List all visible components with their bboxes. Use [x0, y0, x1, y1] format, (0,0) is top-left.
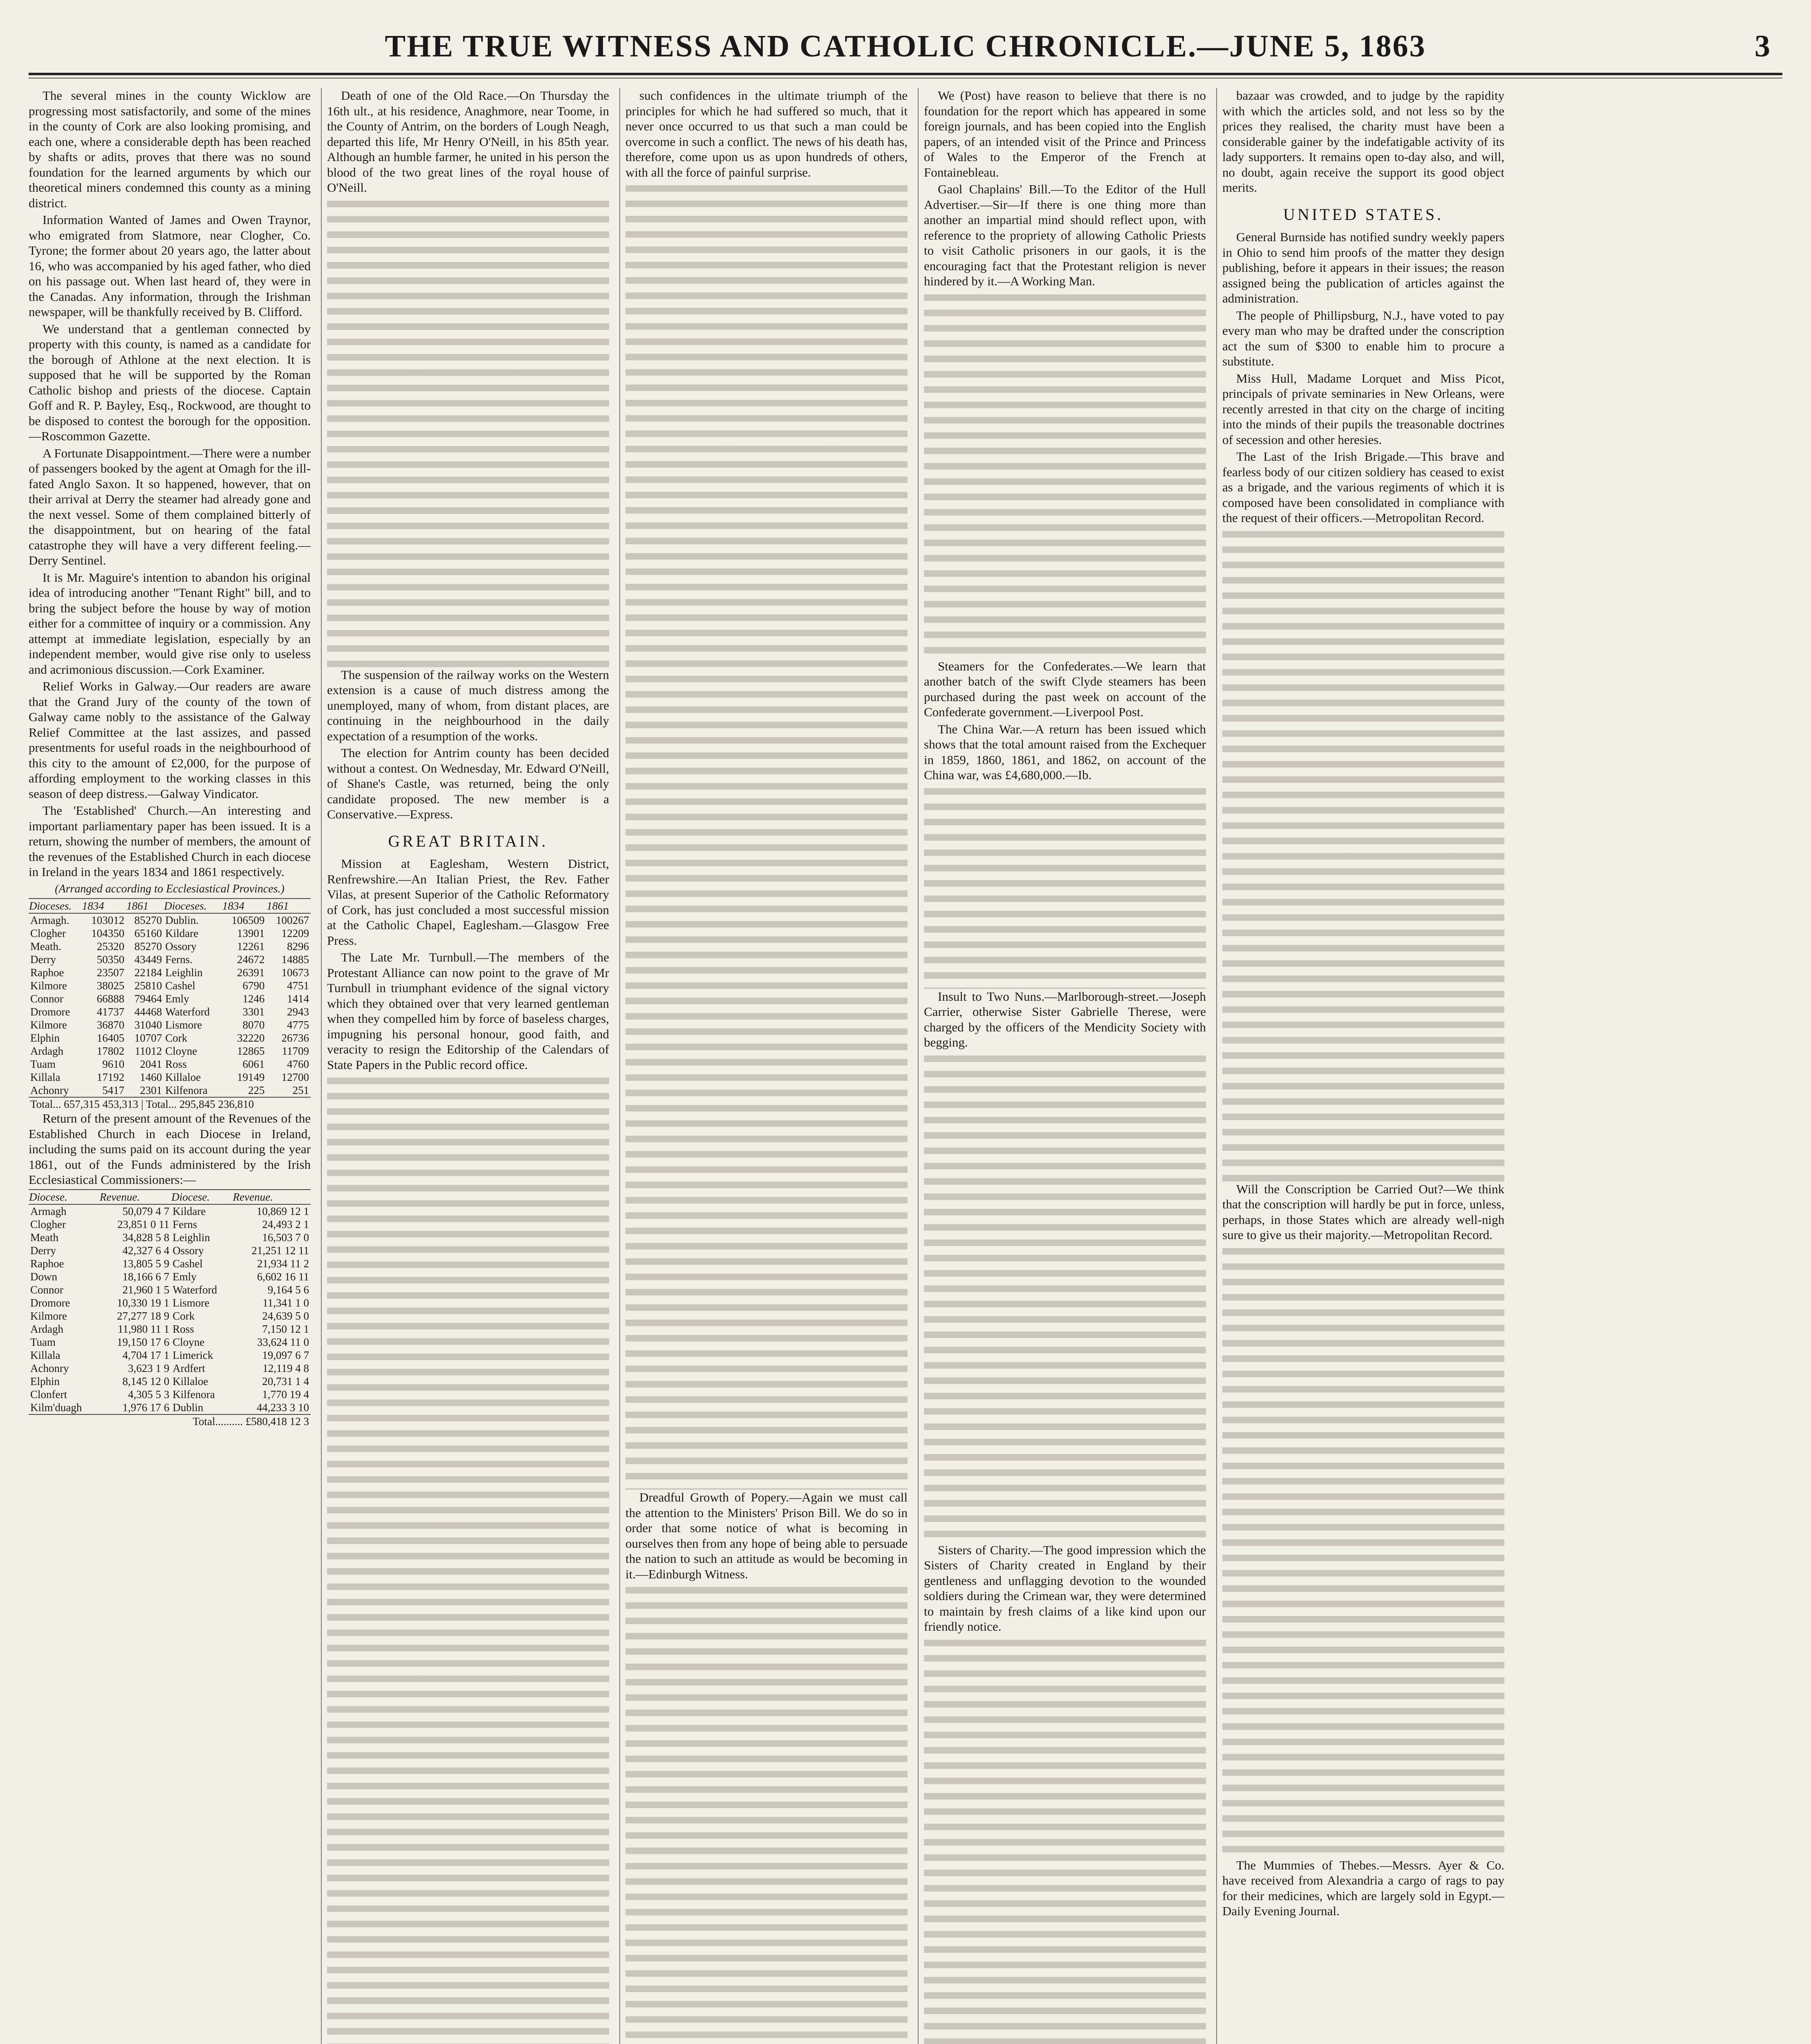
table-header: Revenue.: [233, 1190, 311, 1204]
table-cell: 44,233 3 10: [256, 1401, 309, 1414]
table-cell: 66888: [96, 993, 125, 1005]
members-table: [29, 898, 311, 1111]
text-block: [924, 1636, 1206, 2044]
table-cell: 8,145 12 0: [122, 1375, 170, 1387]
members-table-body: [29, 913, 311, 1097]
article-wicklow-mines: The several mines in the county Wicklow are progressing most satisfactorily, and some of the mines in the county of Cork are also looking promising, and each one, where a considerable depth has been reached by shafts or adits, proves that there was no sound foundation for the learned arguments by which our theoretical miners condemned this county as a mining district.: [29, 88, 311, 210]
table-row: [29, 1084, 311, 1097]
text-block: [924, 784, 1206, 989]
table-cell: 13,805 5 9: [122, 1257, 170, 1270]
table-cell: 33,624 11 0: [257, 1336, 309, 1348]
table-cell: Raphoe: [30, 1257, 64, 1270]
table-row: [29, 1296, 311, 1309]
article-revenues-return: Return of the present amount of the Revenues of the Established Church in each Diocese in Ireland, including the sums paid on its account during the year 1861, out of the Funds administered by the Irish Ecclesiastical Commissioners:—: [29, 1111, 311, 1187]
text-block: [327, 197, 609, 667]
table-cell: Killaloe: [165, 1071, 201, 1083]
table-cell: Clogher: [30, 1218, 66, 1230]
table-cell: 225: [248, 1084, 265, 1096]
table-cell: 10673: [281, 966, 309, 979]
table-cell: 4751: [287, 979, 309, 992]
table-cell: 13901: [237, 927, 265, 939]
table-cell: 25320: [96, 940, 125, 953]
table-cell: Ardfert: [173, 1362, 205, 1374]
table-row: [29, 913, 311, 927]
column-5: [1222, 88, 1504, 2044]
table-cell: Cloyne: [173, 1336, 205, 1348]
table-cell: 12261: [237, 940, 265, 953]
table-cell: 44468: [134, 1006, 162, 1018]
table-cell: 19,150 17 6: [117, 1336, 170, 1348]
table-cell: 6,602 16 11: [257, 1270, 309, 1283]
table-cell: Lismore: [173, 1296, 210, 1309]
table-cell: 2301: [140, 1084, 162, 1096]
article-fortunate-disappointment: A Fortunate Disappointment.—There were a number of passengers booked by the agent at Omagh for the ill-fated Anglo Saxon. It so happened, however, that on their arrival at Derry the steamer had already gone and the next vessel. Some of them complained bitterly of the disappointment, but on hearing of the fatal catastrophe they will have a very different feeling.—Derry Sentinel.: [29, 446, 311, 567]
table-header-row: [29, 1190, 311, 1204]
table-cell: Dromore: [30, 1006, 70, 1018]
table-cell: 26736: [281, 1032, 309, 1044]
table-cell: Killala: [30, 1349, 61, 1361]
article-insult-two-nuns: Insult to Two Nuns.—Marlborough-street.—Joseph Carrier, otherwise Sister Gabrielle Therese, were charged by the officers of the Mendicity Society with begging.: [924, 989, 1206, 1049]
table-cell: 85270: [134, 914, 162, 926]
table-row: [29, 1375, 311, 1388]
table-cell: 12209: [281, 927, 309, 939]
table-cell: 43449: [134, 953, 162, 966]
table-cell: 14885: [281, 953, 309, 966]
table-cell: 50,079 4 7: [122, 1205, 170, 1217]
table-cell: Killala: [30, 1071, 61, 1083]
table-cell: 23507: [96, 966, 125, 979]
table-cell: 24,639 5 0: [262, 1309, 309, 1322]
table-cell: 2041: [140, 1058, 162, 1070]
table-cell: 11,980 11 1: [118, 1322, 170, 1335]
table-cell: 106509: [231, 914, 265, 926]
article-china-war: The China War.—A return has been issued which shows that the total amount raised from the Exchequer in 1859, 1860, 1861, and 1862, on account of the China war, was £4,680,000.—Ib.: [924, 722, 1206, 782]
table-cell: 36870: [96, 1019, 125, 1031]
table-cell: 2943: [287, 1006, 309, 1018]
text-block: [625, 1583, 908, 2044]
article-irish-brigade: The Last of the Irish Brigade.—This brave and fearless body of our citizen soldiery has ceased to exist as a brigade, and the various regiments of which it is composed have been consolidated in compliance with the request of their officers.—Metropolitan Record.: [1222, 449, 1504, 525]
table-cell: Achonry: [30, 1362, 69, 1374]
table-cell: Connor: [30, 1283, 63, 1296]
article-growth-of-popery: Dreadful Growth of Popery.—Again we must call the attention to the Ministers' Prison Bill. We do so in order that some notice of what is becoming in ourselves then from any hope of being able to persuade the nation to such an attitude as would be becoming in it.—Edinburgh Witness.: [625, 1490, 908, 1581]
column-4: [924, 88, 1206, 2044]
table-cell: 4,704 17 1: [122, 1349, 170, 1361]
table-cell: Ross: [173, 1322, 194, 1335]
table-cell: 4760: [287, 1058, 309, 1070]
table-header-row: [29, 899, 311, 913]
table-cell: 1460: [140, 1071, 162, 1083]
table-cell: Ferns.: [165, 953, 193, 966]
table-cell: 31040: [134, 1019, 162, 1031]
table-row: [29, 1231, 311, 1244]
text-block: [924, 1052, 1206, 1542]
table-cell: Limerick: [173, 1349, 213, 1361]
table-cell: 16,503 7 0: [262, 1231, 309, 1244]
text-block: [1222, 1244, 1504, 1858]
table-cell: 1,976 17 6: [122, 1401, 170, 1414]
table-cell: 9,164 5 6: [267, 1283, 309, 1296]
table-row: [29, 1044, 311, 1058]
table-row: [29, 992, 311, 1005]
masthead: [29, 24, 1782, 75]
table-cell: 24672: [237, 953, 265, 966]
table-cell: 23,851 0 11: [117, 1218, 170, 1230]
table-cell: 11012: [134, 1045, 162, 1057]
table-cell: Leighlin: [173, 1231, 210, 1244]
table-cell: Elphin: [30, 1032, 60, 1044]
column-2: [327, 88, 609, 2044]
article-bazaar: bazaar was crowded, and to judge by the rapidity with which the articles sold, and not less so by the prices they realised, the charity must have been a considerable gainer by the indefatigable activity of its lady supporters. It remains open to-day also, and will, no doubt, again receive the support its good object merits.: [1222, 88, 1504, 195]
table-cell: 17802: [96, 1045, 125, 1057]
table-cell: 11709: [282, 1045, 309, 1057]
table-cell: 79464: [134, 993, 162, 1005]
table-cell: 34,828 5 8: [122, 1231, 170, 1244]
text-block: [327, 1074, 609, 2044]
article-mummies-of-thebes: The Mummies of Thebes.—Messrs. Ayer & Co. have received from Alexandria a cargo of rags to pay for their medicines, which are largely sold in Egypt.—Daily Evening Journal.: [1222, 1858, 1504, 1918]
column-3: [625, 88, 908, 2044]
section-heading-great-britain: GREAT BRITAIN.: [388, 831, 548, 850]
table-cell: 20,731 1 4: [262, 1375, 309, 1387]
revenue-total: Total.......... £580,418 12 3: [29, 1414, 311, 1428]
table-cell: Kildare: [165, 927, 199, 939]
table-cell: 104350: [91, 927, 125, 939]
table-row: [29, 1218, 311, 1231]
table-cell: 12865: [237, 1045, 265, 1057]
article-tenant-right: It is Mr. Maguire's intention to abandon his original idea of introducing another "Tenant Right" bill, and to bring the subject before the house by way of motion either for a committee of inquiry or a commission. Any attempt at immediate legislation, especially by an independent member, would give rise only to useless and acrimonious discussion.—Cork Examiner.: [29, 570, 311, 677]
table-row: [29, 1071, 311, 1084]
table-cell: 6061: [242, 1058, 265, 1070]
table-cell: Armagh.: [30, 914, 69, 926]
table-cell: Kilm'duagh: [30, 1401, 82, 1414]
table-cell: Lismore: [165, 1019, 202, 1031]
article-eaglesham-mission: Mission at Eaglesham, Western District, Renfrewshire.—An Italian Priest, the Rev. Father Vilas, at present Superior of the Catholic Reformatory of Cork, has just concluded a most successful mission at the Catholic Chapel, Eaglesham.—Glasgow Free Press.: [327, 856, 609, 948]
text-block: [625, 182, 908, 1490]
table-cell: 17192: [96, 1071, 125, 1083]
article-turnbull-continued: such confidences in the ultimate triumph of the principles for which he had suffered so much, that it never once occurred to us that such a man could be overcome in such a conflict. The news of his death has, therefore, come upon us as upon hundreds of others, with all the force of painful surprise.: [625, 88, 908, 179]
table-cell: Kilfenora: [165, 1084, 208, 1096]
table-cell: 10707: [134, 1032, 162, 1044]
table-row: [29, 1257, 311, 1270]
table-cell: 25810: [134, 979, 162, 992]
text-block: [1222, 527, 1504, 1181]
table-cell: 8296: [287, 940, 309, 953]
table-cell: 6790: [242, 979, 265, 992]
table-cell: Dublin: [173, 1401, 204, 1414]
article-athlone-candidate: We understand that a gentleman connected by property with this county, is named as a candidate for the borough of Athlone at the next election. It is supposed that he will be supported by the Roman Catholic bishop and priests of the diocese. Captain Goff and R. P. Bayley, Esq., Rockwood, are thought to be disposed to contest the borough for the opposition.—Roscommon Gazette.: [29, 321, 311, 443]
table-row: [29, 1031, 311, 1044]
table-cell: Derry: [30, 953, 56, 966]
table-row: [29, 1322, 311, 1336]
article-phillipsburg: The people of Phillipsburg, N.J., have voted to pay every man who may be drafted under the conscription act the sum of $300 to enable him to procure a substitute.: [1222, 308, 1504, 368]
table-cell: Dublin.: [165, 914, 199, 926]
article-established-church: The 'Established' Church.—An interesting and important parliamentary paper has been issued. It is a return, showing the number of members, the amount of the revenues of the Established Church in each diocese in Ireland in the years 1834 and 1861 respectively.: [29, 803, 311, 879]
section-heading-united-states: UNITED STATES.: [1283, 205, 1443, 224]
table-cell: 24,493 2 1: [262, 1218, 309, 1230]
table-cell: Ross: [165, 1058, 187, 1070]
table-cell: Dromore: [30, 1296, 70, 1309]
table-cell: 10,330 19 1: [117, 1296, 170, 1309]
article-railway-suspension: The suspension of the railway works on the Western extension is a cause of much distress among the unemployed, many of whom, from distant places, are continuing in the neighbourhood in the daily expectation of a resumption of the works.: [327, 667, 609, 743]
table-cell: 42,327 6 4: [122, 1244, 170, 1257]
table-row: [29, 1388, 311, 1401]
table-total: Total... 657,315 453,313 | Total... 295,845 236,810: [29, 1097, 311, 1111]
page-number: 3: [1755, 29, 1770, 63]
article-conscription: Will the Conscription be Carried Out?—We think that the conscription will hardly be put in force, unless, perhaps, in those States which are already well-nigh sure to give us their majority.—Metropolitan Record.: [1222, 1181, 1504, 1242]
table-cell: Ossory: [173, 1244, 204, 1257]
table-row: [29, 1058, 311, 1071]
table-cell: Waterford: [173, 1283, 217, 1296]
table-header: Dioceses.: [29, 899, 82, 913]
article-royal-visit: We (Post) have reason to believe that there is no foundation for the report which has appeared in some foreign journals, and has been copied into the English papers, of an intended visit of the Prince and Princess of Wales to the Emperor of the French at Fontainebleau.: [924, 88, 1206, 179]
article-death-old-race: Death of one of the Old Race.—On Thursday the 16th ult., at his residence, Anaghmore, near Toome, in the County of Antrim, on the borders of Lough Neagh, departed this life, Mr Henry O'Neill, in his 85th year. Although an humble farmer, he united in his person the blood of the two great lines of the royal house of O'Neill.: [327, 88, 609, 195]
table-row: [29, 1005, 311, 1018]
table-row: [29, 1018, 311, 1031]
table-cell: 12700: [281, 1071, 309, 1083]
table-header: Diocese.: [171, 1190, 232, 1204]
article-sisters-of-charity: Sisters of Charity.—The good impression which the Sisters of Charity created in England by their gentleness and unflagging devotion to the wounded soldiers during the Crimean war, they were determined to maintain by fresh claims of a like kind upon our friendly notice.: [924, 1542, 1206, 1634]
table-cell: 100267: [276, 914, 309, 926]
article-antrim-election: The election for Antrim county has been decided without a contest. On Wednesday, Mr. Edward O'Neill, of Shane's Castle, was returned, being the only candidate proposed. The new member is a Conservative.—Express.: [327, 746, 609, 821]
table-cell: 32220: [237, 1032, 265, 1044]
table-cell: Raphoe: [30, 966, 64, 979]
table-cell: Meath: [30, 1231, 58, 1244]
table-cell: Leighlin: [165, 966, 203, 979]
table-row: [29, 1309, 311, 1322]
table-cell: Cork: [173, 1309, 195, 1322]
table-cell: 11,341 1 0: [262, 1296, 309, 1309]
table-header: Dioceses.: [164, 899, 222, 913]
table-cell: Tuam: [30, 1336, 56, 1348]
table-cell: 50350: [96, 953, 125, 966]
table-cell: 3,623 1 9: [128, 1362, 170, 1374]
table-cell: 19,097 6 7: [262, 1349, 309, 1361]
table-row: [29, 953, 311, 966]
table-row: [29, 1270, 311, 1283]
table-row: [29, 1401, 311, 1414]
table-cell: Kilmore: [30, 1309, 67, 1322]
table-cell: 21,960 1 5: [122, 1283, 170, 1296]
article-information-wanted: Information Wanted of James and Owen Traynor, who emigrated from Slatmore, near Clogher, Co. Tyrone; the former about 20 years ago, the latter about 16, who was accompanied by his aged father, who died on his passage out. When last heard of, they were in the Canadas. Any information, through the Irishman newspaper, will be thankfully received by B. Clifford.: [29, 213, 311, 319]
table-header: Revenue.: [99, 1190, 171, 1204]
table-row: [29, 1204, 311, 1218]
table-cell: 4775: [287, 1019, 309, 1031]
table-cell: Kilfenora: [173, 1388, 215, 1401]
table-cell: 85270: [134, 940, 162, 953]
column-divider: [1216, 88, 1217, 2044]
table-cell: Kilmore: [30, 979, 67, 992]
table-cell: 65160: [134, 927, 162, 939]
table-row: [29, 940, 311, 953]
text-block: [924, 291, 1206, 659]
article-late-mr-turnbull: The Late Mr. Turnbull.—The members of the Protestant Alliance can now point to the grave of Mr Turnbull in triumphant evidence of the signal victory which they obtained over that very learned gentleman when they compelled him by force of baseless charges, impugning his personal honour, good faith, and veracity to resign the Editorship of the Calendars of State Papers in the Public record office.: [327, 950, 609, 1072]
table-cell: 21,251 12 11: [251, 1244, 309, 1257]
table-title: (Arranged according to Ecclesiastical Provinces.): [55, 882, 285, 895]
table-row: [29, 1283, 311, 1296]
article-burnside-order: General Burnside has notified sundry weekly papers in Ohio to send him proofs of the matter they design publishing, before it appears in their issues; the reason assigned being the publication of articles against the administration.: [1222, 230, 1504, 305]
article-confederate-steamers: Steamers for the Confederates.—We learn that another batch of the swift Clyde steamers has been purchased during the past week on account of the Confederate government.—Liverpool Post.: [924, 659, 1206, 719]
table-cell: Cashel: [165, 979, 195, 992]
table-row: [29, 1362, 311, 1375]
table-cell: 1,770 19 4: [262, 1388, 309, 1401]
table-header: 1834: [222, 899, 267, 913]
table-header: 1861: [266, 899, 311, 913]
table-cell: Down: [30, 1270, 57, 1283]
table-cell: Kilmore: [30, 1019, 67, 1031]
table-cell: Elphin: [30, 1375, 60, 1387]
table-cell: 8070: [242, 1019, 265, 1031]
table-total-row: [29, 1097, 311, 1111]
table-cell: Cloyne: [165, 1045, 197, 1057]
table-cell: 21,934 11 2: [257, 1257, 309, 1270]
table-cell: 103012: [91, 914, 125, 926]
article-new-orleans-arrests: Miss Hull, Madame Lorquet and Miss Picot, principals of private seminaries in New Orleans, were recently arrested in that city on the charge of inciting into the minds of their pupils the treasonable doctrines of secession and other heresies.: [1222, 371, 1504, 447]
table-cell: Achonry: [30, 1084, 69, 1096]
table-cell: 1246: [242, 993, 265, 1005]
table-cell: Emly: [173, 1270, 197, 1283]
table-header: Diocese.: [29, 1190, 99, 1204]
table-cell: 19149: [237, 1071, 265, 1083]
table-cell: Connor: [30, 993, 63, 1005]
table-cell: Tuam: [30, 1058, 56, 1070]
newspaper-title: THE TRUE WITNESS AND CATHOLIC CHRONICLE.—JUNE 5, 1863: [385, 29, 1426, 63]
table-cell: 16405: [96, 1032, 125, 1044]
table-cell: Ossory: [165, 940, 197, 953]
table-cell: Clogher: [30, 927, 66, 939]
table-cell: 22184: [134, 966, 162, 979]
table-cell: 5417: [102, 1084, 125, 1096]
table-cell: 41737: [96, 1006, 125, 1018]
table-cell: 18,166 6 7: [122, 1270, 170, 1283]
table-cell: Waterford: [165, 1006, 210, 1018]
table-row: [29, 1349, 311, 1362]
revenue-table-body: [29, 1204, 311, 1414]
column-divider: [918, 88, 919, 2044]
table-row: [29, 1336, 311, 1349]
table-cell: 3301: [242, 1006, 265, 1018]
table-cell: Cashel: [173, 1257, 203, 1270]
article-gaol-chaplains: Gaol Chaplains' Bill.—To the Editor of the Hull Advertiser.—Sir—If there is one thing more than another an impartial mind should reflect upon, with reference to the propriety of allowing Catholic Priests to visit Catholic prisoners in our gaols, it is the encouraging fact that the Protestant religion is never hindered by it.—A Working Man.: [924, 182, 1206, 288]
table-cell: Killaloe: [173, 1375, 208, 1387]
table-cell: 12,119 4 8: [262, 1362, 309, 1374]
table-cell: Cork: [165, 1032, 188, 1044]
table-cell: Meath.: [30, 940, 61, 953]
table-cell: 1414: [287, 993, 309, 1005]
table-cell: 10,869 12 1: [256, 1205, 309, 1217]
revenue-table: [29, 1189, 311, 1428]
table-cell: 38025: [96, 979, 125, 992]
table-cell: Armagh: [30, 1205, 67, 1217]
table-cell: Emly: [165, 993, 189, 1005]
table-cell: 27,277 18 9: [117, 1309, 170, 1322]
column-divider: [321, 88, 322, 2044]
table-cell: 7,150 12 1: [262, 1322, 309, 1335]
table-cell: Ardagh: [30, 1322, 63, 1335]
table-cell: Ardagh: [30, 1045, 63, 1057]
table-header: 1834: [82, 899, 126, 913]
article-relief-works-galway: Relief Works in Galway.—Our readers are aware that the Grand Jury of the county of the town of Galway came nobly to the assistance of the Galway Relief Committee at the last assizes, and passed presentments for useful roads in the neighbourhood of this city to the amount of £2,000, for the purpose of affording employment to the working classes in this season of deep distress.—Galway Vindicator.: [29, 679, 311, 801]
table-cell: Clonfert: [30, 1388, 67, 1401]
table-cell: 9610: [102, 1058, 125, 1070]
table-cell: Kildare: [173, 1205, 206, 1217]
table-cell: 4,305 5 3: [128, 1388, 170, 1401]
table-header: 1861: [126, 899, 164, 913]
table-row: [29, 927, 311, 940]
table-cell: 26391: [237, 966, 265, 979]
table-cell: 251: [292, 1084, 309, 1096]
column-1: [29, 88, 311, 2044]
table-cell: Derry: [30, 1244, 56, 1257]
table-row: [29, 1244, 311, 1257]
column-divider: [619, 88, 620, 2044]
table-row: [29, 979, 311, 992]
table-row: [29, 966, 311, 979]
table-cell: Ferns: [173, 1218, 197, 1230]
table-total-row: [29, 1414, 311, 1428]
